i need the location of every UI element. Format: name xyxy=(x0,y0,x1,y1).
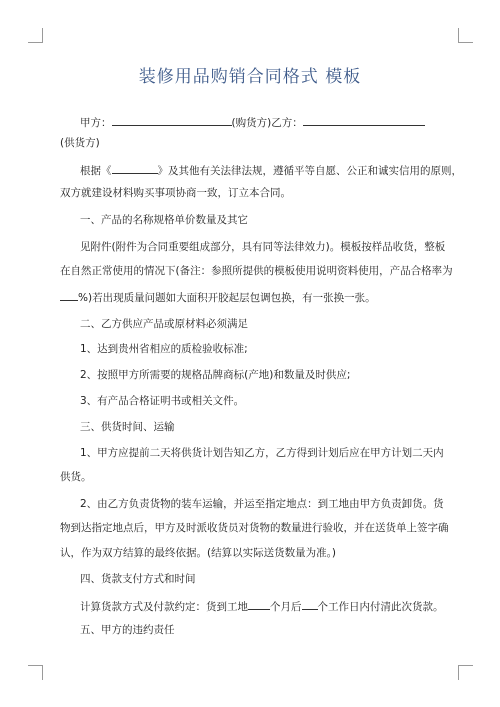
crop-mark-bottom-left xyxy=(28,665,43,680)
party-a-blank xyxy=(112,114,232,126)
months-blank xyxy=(248,598,270,610)
section3-item1-line-1: 1、甲方应提前二天将供货计划告知乙方，乙方得到计划后应在甲方计划二天内 xyxy=(80,447,444,459)
crop-mark-bottom-right xyxy=(458,665,473,680)
workdays-blank xyxy=(302,598,318,610)
crop-mark-top-left xyxy=(28,28,43,43)
section3-item2-line-2: 物到达指定地点后，甲方及时派收货员对货物的数量进行验收，并在送货单上签字确 xyxy=(60,522,449,534)
section2-item-3: 3、有产品合格证明书或相关文件。 xyxy=(80,395,245,407)
document-title: 装修用品购销合同格式 模板 xyxy=(138,67,362,87)
section3-heading: 三、供货时间、运输 xyxy=(80,421,175,433)
section1-heading: 一、产品的名称规格单价数量及其它 xyxy=(80,214,248,226)
section2-item-2: 2、按照甲方所需要的规格品牌商标(产地)和数量及时供应; xyxy=(80,369,351,381)
pass-rate-blank xyxy=(60,289,78,301)
section4-heading: 四、货款支付方式和时间 xyxy=(80,573,196,585)
section4-para: 计算货款方式及付款约定：货到工地 个月后 个工作日内付清此次货款。 xyxy=(80,598,450,614)
section2-heading: 二、乙方供应产品或原材料必须满足 xyxy=(80,318,248,330)
party-a-label: 甲方： xyxy=(80,117,112,129)
intro-line-2: 双方就建设材料购买事项协商一致，订立本合同。 xyxy=(60,187,291,199)
section3-item1-line-2: 供货。 xyxy=(60,471,92,483)
law-name-blank xyxy=(112,162,158,174)
section3-item2-line-1: 2、由乙方负责货物的装车运输，并运至指定地点：到工地由甲方负责卸货。货 xyxy=(80,498,444,510)
party-b-label: (购货方)乙方： xyxy=(231,117,303,129)
section1-para-2: 在自然正常使用的情况下(备注：参照所提供的模板使用说明资料使用，产品合格率为 xyxy=(60,265,453,277)
intro-line-1: 根据《 》及其他有关法律法规，遵循平等自愿、公正和诚实信用的原则， xyxy=(80,162,450,178)
section1-para-1: 见附件(附件为合同重要组成部分，具有同等法律效力)。模板按样品收货，整板 xyxy=(80,241,446,253)
crop-mark-top-right xyxy=(458,28,473,43)
party-line xyxy=(80,114,450,130)
supplier-label: (供货方) xyxy=(60,137,100,149)
section1-para-3: %)若出现质量问题如大面积开胶起层包调包换，有一张换一张。 xyxy=(60,289,450,305)
section5-heading: 五、甲方的违约责任 xyxy=(80,624,175,636)
section2-item-1: 1、达到贵州省相应的质检验收标准; xyxy=(80,343,248,355)
section3-item2-line-3: 认，作为双方结算的最终依据。(结算以实际送货数量为准。) xyxy=(60,547,336,559)
party-b-blank xyxy=(303,114,425,126)
